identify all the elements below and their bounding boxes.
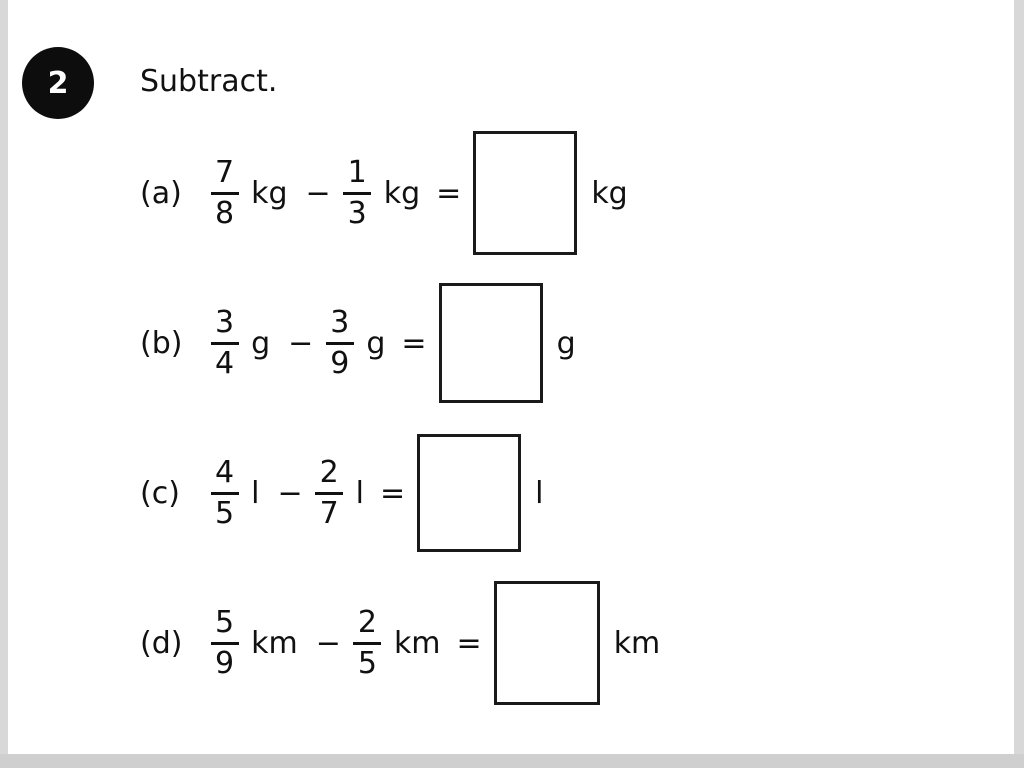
fraction-first	[210, 604, 239, 681]
row-label: (c)	[140, 475, 180, 511]
fraction-first	[210, 454, 239, 531]
equals-sign: =	[436, 175, 462, 211]
fraction-bar	[353, 642, 381, 645]
fraction-second	[315, 454, 344, 531]
fraction-second	[353, 604, 382, 681]
question-rows	[0, 118, 1024, 718]
minus-operator: −	[315, 625, 341, 661]
answer-box[interactable]	[473, 131, 577, 255]
fraction-bar	[211, 342, 239, 345]
fraction-denominator: 8	[215, 195, 235, 231]
minus-operator: −	[288, 325, 314, 361]
equation-row	[0, 418, 1024, 568]
fraction-numerator: 2	[319, 454, 339, 490]
unit-first: l	[251, 475, 260, 511]
fraction-numerator: 1	[347, 154, 367, 190]
unit-first: g	[251, 325, 271, 361]
answer-unit: l	[535, 475, 544, 511]
unit-second: g	[366, 325, 386, 361]
page-bottom-margin	[0, 754, 1024, 768]
minus-operator: −	[305, 175, 331, 211]
fraction-denominator: 7	[319, 495, 339, 531]
unit-second: km	[393, 625, 441, 661]
equals-sign: =	[456, 625, 482, 661]
fraction-bar	[211, 192, 239, 195]
question-number-badge: 2	[22, 47, 94, 119]
fraction-denominator: 5	[215, 495, 235, 531]
minus-operator: −	[277, 475, 303, 511]
fraction-denominator: 3	[347, 195, 367, 231]
fraction-denominator: 4	[215, 345, 235, 381]
row-label: (d)	[140, 625, 183, 661]
unit-first: km	[251, 625, 298, 661]
equation-row	[0, 568, 1024, 718]
answer-box[interactable]	[417, 434, 521, 552]
equals-sign: =	[401, 325, 427, 361]
fraction-first	[210, 154, 239, 231]
answer-box[interactable]	[439, 283, 543, 403]
row-label: (a)	[140, 175, 182, 211]
fraction-second	[343, 154, 372, 231]
fraction-bar	[326, 342, 354, 345]
unit-first: kg	[251, 175, 288, 211]
fraction-bar	[211, 492, 239, 495]
fraction-bar	[343, 192, 371, 195]
fraction-bar	[211, 642, 239, 645]
answer-box[interactable]	[494, 581, 600, 705]
equation-row	[0, 268, 1024, 418]
fraction-numerator: 5	[215, 604, 235, 640]
row-label: (b)	[140, 325, 183, 361]
fraction-bar	[315, 492, 343, 495]
unit-second: kg	[383, 175, 421, 211]
fraction-second	[325, 304, 354, 381]
fraction-denominator: 9	[330, 345, 350, 381]
fraction-numerator: 3	[215, 304, 235, 340]
fraction-numerator: 7	[215, 154, 235, 190]
fraction-numerator: 2	[357, 604, 377, 640]
unit-second: l	[355, 475, 365, 511]
answer-unit: km	[613, 625, 661, 661]
equals-sign: =	[380, 475, 406, 511]
equation-row	[0, 118, 1024, 268]
answer-unit: kg	[591, 175, 628, 211]
fraction-denominator: 5	[357, 645, 377, 681]
answer-unit: g	[556, 325, 576, 361]
fraction-first	[210, 304, 239, 381]
fraction-numerator: 3	[330, 304, 350, 340]
fraction-numerator: 4	[215, 454, 235, 490]
fraction-denominator: 9	[215, 645, 235, 681]
question-instruction: Subtract.	[140, 64, 278, 99]
